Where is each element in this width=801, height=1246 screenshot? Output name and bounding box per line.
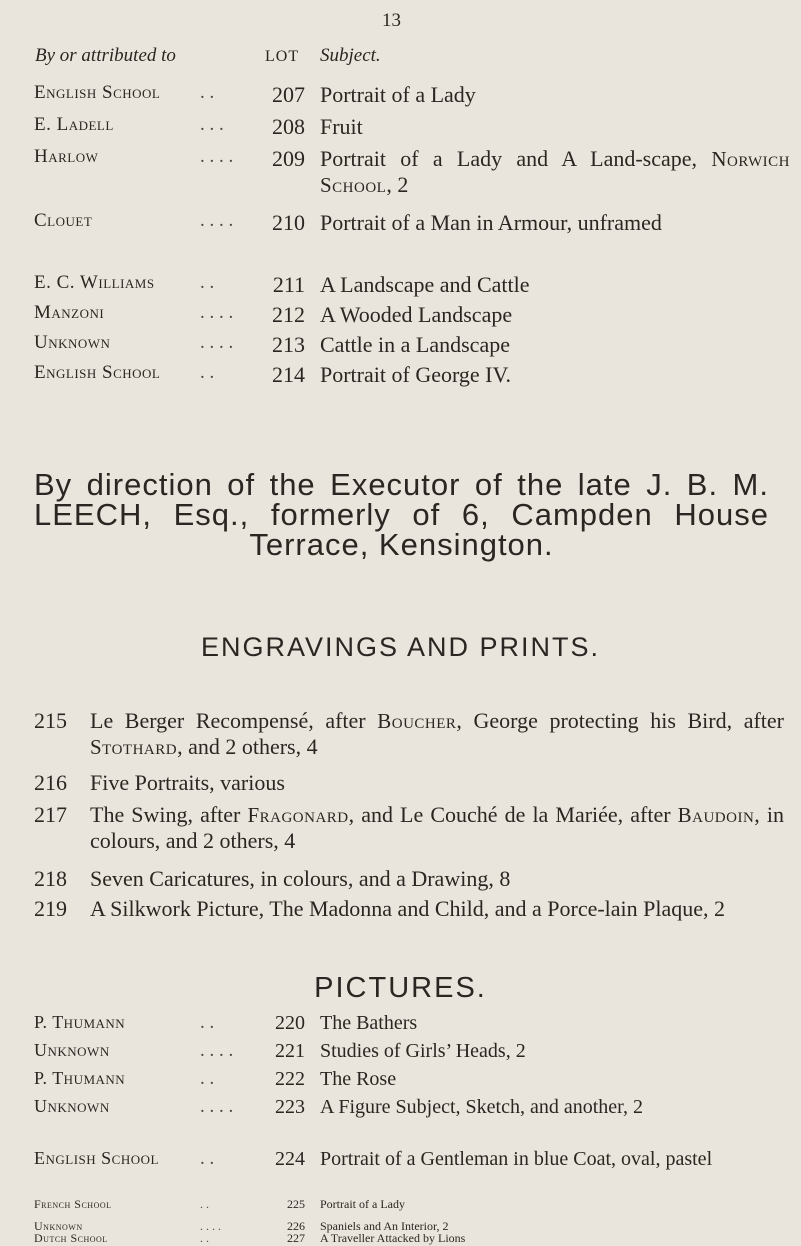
lot-number: 213 bbox=[272, 332, 305, 357]
lot-subject: The Rose bbox=[320, 1068, 397, 1090]
lot-artist: Unknown bbox=[34, 1219, 83, 1233]
lot-artist: Manzoni bbox=[34, 302, 105, 323]
leader-dots: . . . . bbox=[200, 332, 234, 353]
lot-number: 208 bbox=[272, 114, 305, 139]
lot-number: 221 bbox=[275, 1040, 305, 1062]
lot-number: 220 bbox=[275, 1012, 305, 1034]
lot-description bbox=[90, 708, 784, 760]
lot-text: , George protecting his Bird, after bbox=[456, 708, 784, 733]
lot-subject: A Wooded Landscape bbox=[320, 302, 513, 327]
lot-subject-text: Portrait of a Lady and A Land-scape, bbox=[320, 146, 712, 171]
lot-subject: Studies of Girls’ Heads, 2 bbox=[320, 1040, 526, 1062]
lot-text: , and Le Couché de la Mariée, after bbox=[348, 802, 678, 827]
lot-artist: E. C. Williams bbox=[34, 272, 155, 293]
lot-number: 222 bbox=[275, 1068, 305, 1090]
lot-number: 217 bbox=[34, 802, 67, 827]
engraving-lot bbox=[34, 896, 784, 952]
lot-subject bbox=[320, 146, 790, 198]
lot-number: 210 bbox=[272, 210, 305, 235]
lot-number: 209 bbox=[272, 146, 305, 171]
lot-artist: Stothard bbox=[90, 735, 178, 759]
leader-dots: . . bbox=[200, 272, 215, 293]
lot-artist: English School bbox=[34, 362, 161, 383]
lot-subject: Fruit bbox=[320, 114, 363, 139]
lot-artist: English School bbox=[34, 82, 161, 103]
leader-dots: . . . . bbox=[200, 210, 234, 231]
leader-dots: . . bbox=[200, 1148, 215, 1169]
lot-number: 218 bbox=[34, 866, 67, 891]
engraving-lot bbox=[34, 708, 784, 764]
lot-subject: Portrait of a Gentleman in blue Coat, oval, pastel bbox=[320, 1148, 713, 1170]
leader-dots: . . . . bbox=[200, 146, 234, 167]
lot-number: 216 bbox=[34, 770, 67, 795]
lot-artist: Unknown bbox=[34, 1096, 110, 1116]
lot-subject: Cattle in a Landscape bbox=[320, 332, 510, 357]
lot-subject-tail: , 2 bbox=[386, 172, 409, 197]
leader-dots: . . . . bbox=[200, 1040, 234, 1061]
lot-artist: P. Thumann bbox=[34, 1068, 126, 1088]
lot-artist: Unknown bbox=[34, 1040, 110, 1060]
lot-artist: French School bbox=[34, 1197, 112, 1211]
leader-dots: . . . . bbox=[200, 1096, 234, 1117]
lot-artist: English School bbox=[34, 1148, 159, 1168]
lot-subject: A Landscape and Cattle bbox=[320, 272, 530, 297]
lot-subject: Portrait of a Lady bbox=[320, 82, 476, 107]
lot-subject: The Bathers bbox=[320, 1012, 418, 1034]
leader-dots: . . bbox=[200, 82, 215, 103]
lot-artist: E. Ladell bbox=[34, 114, 114, 135]
lot-number: 211 bbox=[272, 272, 305, 297]
lot-description: Five Portraits, various bbox=[90, 770, 285, 795]
lot-description: A Silkwork Picture, The Madonna and Child, and a Porce-lain Plaque, 2 bbox=[90, 896, 726, 921]
lot-subject-school: Norwich School bbox=[320, 147, 790, 197]
lot-number: 207 bbox=[272, 82, 305, 107]
lot-number: 212 bbox=[272, 302, 305, 327]
lot-artist: Unknown bbox=[34, 332, 111, 353]
leader-dots: . . bbox=[200, 1012, 215, 1033]
lot-artist: Boucher bbox=[377, 709, 457, 733]
lot-artist: Dutch School bbox=[34, 1231, 108, 1245]
column-header-lot: LOT bbox=[265, 48, 300, 65]
lot-subject: Portrait of George IV. bbox=[320, 362, 512, 387]
lot-artist: Fragonard bbox=[247, 803, 349, 827]
section-title-pictures: PICTURES. bbox=[314, 972, 487, 1004]
lot-number: 225 bbox=[287, 1197, 305, 1211]
lot-subject: A Traveller Attacked by Lions bbox=[320, 1231, 466, 1245]
lot-subject: A Figure Subject, Sketch, and another, 2 bbox=[320, 1096, 644, 1118]
lot-subject: Spaniels and An Interior, 2 bbox=[320, 1219, 449, 1233]
lot-number: 224 bbox=[275, 1148, 305, 1170]
leader-dots: . . bbox=[200, 1197, 209, 1211]
lot-number: 214 bbox=[272, 362, 305, 387]
lot-number: 226 bbox=[287, 1219, 305, 1233]
lot-number: 215 bbox=[34, 708, 67, 733]
leader-dots: . . bbox=[200, 1068, 215, 1089]
section-title-engravings: ENGRAVINGS AND PRINTS. bbox=[200, 632, 601, 662]
column-header-artist: By or attributed to bbox=[35, 45, 176, 66]
lot-artist: P. Thumann bbox=[34, 1012, 126, 1032]
lot-text: The Swing, after bbox=[90, 802, 248, 827]
engraving-lot bbox=[34, 802, 784, 858]
lot-subject: Portrait of a Man in Armour, unframed bbox=[320, 210, 662, 235]
lot-text: Le Berger Recompensé, after bbox=[90, 708, 378, 733]
lot-number: 219 bbox=[34, 896, 67, 921]
lot-text: , and 2 others, 4 bbox=[177, 734, 318, 759]
lot-artist: Harlow bbox=[34, 146, 99, 167]
lot-number: 223 bbox=[275, 1096, 305, 1118]
leader-dots: . . bbox=[200, 362, 215, 383]
lot-artist: Clouet bbox=[34, 210, 93, 231]
lot-number: 227 bbox=[287, 1231, 305, 1245]
leader-dots: . . . bbox=[200, 114, 224, 135]
column-header-subject: Subject. bbox=[320, 45, 381, 66]
leader-dots: . . bbox=[200, 1231, 209, 1245]
lot-description: Seven Caricatures, in colours, and a Drawing, 8 bbox=[90, 866, 511, 891]
lot-text: , in colours, and 2 others, 4 bbox=[90, 802, 784, 853]
leader-dots: . . . . bbox=[200, 1219, 221, 1233]
lot-description bbox=[90, 802, 784, 854]
direction-notice: By direction of the Executor of the late J. B. M. LEECH, Esq., formerly of 6, Campden House Terrace, Kensington. bbox=[34, 467, 769, 562]
lot-subject: Portrait of a Lady bbox=[320, 1197, 405, 1211]
leader-dots: . . . . bbox=[200, 302, 234, 323]
lot-artist: Baudoin bbox=[677, 803, 755, 827]
page-number: 13 bbox=[382, 10, 401, 31]
